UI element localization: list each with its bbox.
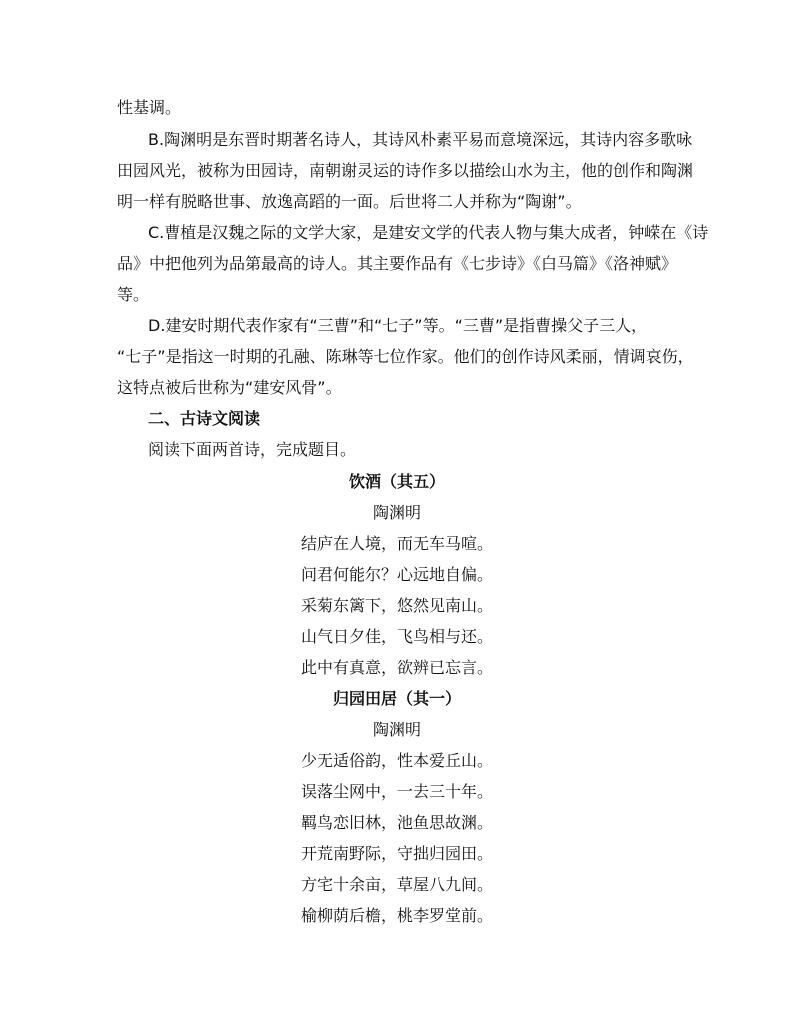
option-b-line-2: 田园风光，被称为田园诗，南朝谢灵运的诗作多以描绘山水为主，他的创作和陶渊	[117, 161, 694, 180]
option-b-line-3: 明一样有脱略世事、放逸高蹈的一面。后世将二人并称为“陶谢”。	[117, 192, 582, 211]
poem2-author: 陶渊明	[372, 720, 421, 739]
option-d-line-3: 这特点被后世称为“建安风骨”。	[117, 378, 342, 397]
poem1-line: 采菊东篱下，悠然见南山。	[300, 596, 493, 615]
poem2-line: 开荒南野际，守拙归园田。	[300, 844, 493, 863]
poem1-line: 此中有真意，欲辨已忘言。	[300, 658, 493, 677]
option-b-line-1: B.陶渊明是东晋时期著名诗人，其诗风朴素平易而意境深远，其诗内容多歌咏	[148, 130, 693, 149]
paragraph-line: 性基调。	[117, 98, 182, 117]
poem2-line: 方宅十余亩，草屋八九间。	[300, 875, 493, 894]
poem2-line: 羁鸟恋旧林，池鱼思故渊。	[300, 813, 493, 832]
option-c-line-3: 等。	[117, 285, 150, 304]
poem2-line: 少无适俗韵，性本爱丘山。	[300, 751, 493, 770]
poem2-title: 归园田居（其一）	[332, 689, 461, 708]
poem1-line: 结庐在人境，而无车马喧。	[300, 534, 493, 553]
poem1-line: 问君何能尔？心远地自偏。	[300, 565, 493, 584]
section-instruction: 阅读下面两首诗，完成题目。	[148, 440, 357, 459]
section-heading: 二、古诗文阅读	[148, 409, 261, 428]
option-d-line-2: “七子”是指这一时期的孔融、陈琳等七位作家。他们的创作诗风柔丽，情调哀伤，	[117, 347, 694, 366]
poem2-line: 误落尘网中，一去三十年。	[300, 782, 493, 801]
poem1-line: 山气日夕佳，飞鸟相与还。	[300, 627, 493, 646]
option-d-line-1: D.建安时期代表作家有“三曹”和“七子”等。“三曹”是指曹操父子三人，	[148, 316, 648, 335]
option-c-line-2: 品》中把他列为品第最高的诗人。其主要作品有《七步诗》《白马篇》《洛神赋》	[117, 254, 678, 273]
option-c-line-1: C.曹植是汉魏之际的文学大家，是建安文学的代表人物与集大成者，钟嵘在《诗	[148, 223, 709, 242]
poem2-line: 榆柳荫后檐，桃李罗堂前。	[300, 906, 493, 925]
poem1-author: 陶渊明	[372, 503, 421, 522]
poem1-title: 饮酒（其五）	[348, 472, 445, 491]
